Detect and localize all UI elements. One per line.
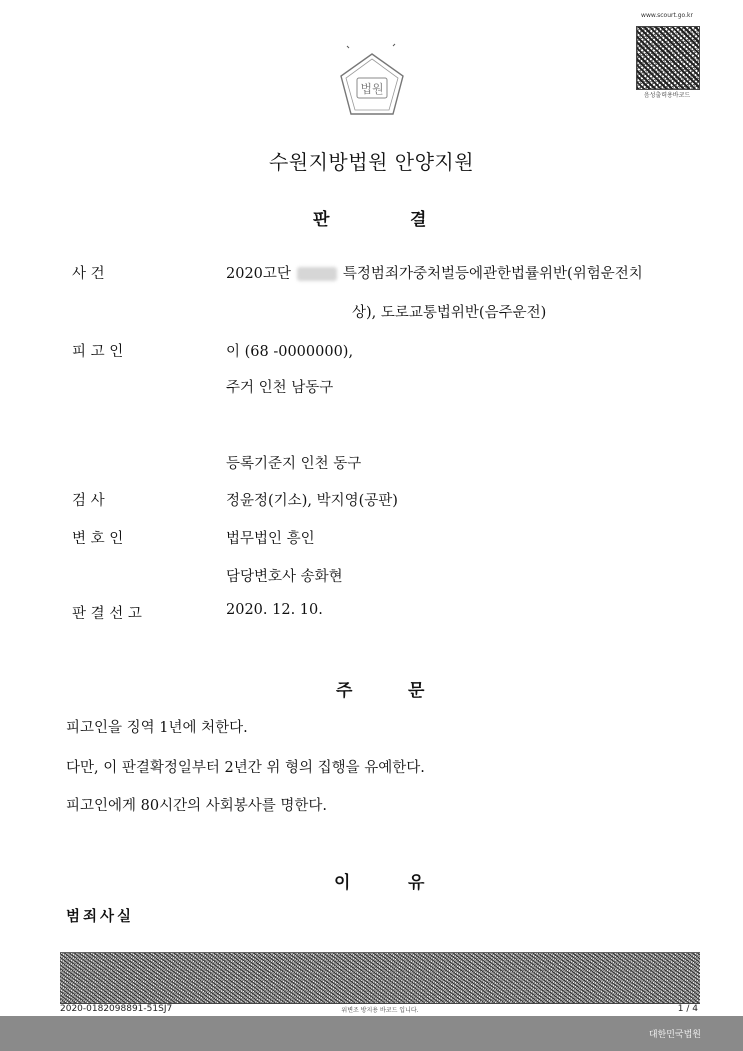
anti-forgery-barcode	[60, 952, 700, 1003]
counsel-label: 변 호 인	[72, 531, 124, 547]
case-label: 사 건	[72, 266, 105, 282]
page-number: 1 / 4	[677, 1004, 698, 1014]
qr-code	[636, 26, 700, 90]
doc-title-right: 결	[410, 210, 427, 230]
counsel-firm: 법무법인 흥인	[226, 531, 315, 547]
court-name: 수원지방법원 안양지원	[268, 150, 475, 174]
ruling-line-2: 다만, 이 판결확정일부터 2년간 위 형의 집행을 유예한다.	[66, 760, 425, 776]
defendant-address: 주거 인천 남동구	[226, 380, 334, 396]
case-title-line1: 특정범죄가중처벌등에관한법률위반(위험운전치	[342, 266, 643, 282]
qr-url: www.scourt.go.kr	[641, 12, 693, 19]
case-number: 2020고단	[226, 266, 291, 282]
defendant-name: 이 (68 -0000000),	[226, 344, 354, 360]
court-seal-icon	[333, 40, 411, 130]
defendant-label: 피 고 인	[72, 344, 124, 360]
ruling-title-left: 주	[336, 681, 353, 701]
qr-caption: 음성출력용바코드	[643, 92, 691, 99]
doc-title-left: 판	[313, 210, 330, 230]
prosecutor-label: 검 사	[72, 493, 105, 509]
defendant-registry: 등록기준지 인천 동구	[226, 456, 362, 472]
reason-title-left: 이	[334, 873, 351, 893]
seal-text: 법원	[360, 82, 384, 96]
case-title-line2: 상), 도로교통법위반(음주운전)	[352, 305, 547, 321]
brand-label: 대한민국법원	[648, 1030, 701, 1040]
footer-brand-bar	[0, 1016, 743, 1051]
ruling-title-right: 문	[408, 681, 425, 701]
counsel-lawyer: 담당변호사 송화현	[226, 569, 343, 585]
case-line1	[226, 262, 643, 283]
document-code: 2020-0182098891-51SJ7	[60, 1004, 173, 1014]
ruling-line-3: 피고인에게 80시간의 사회봉사를 명한다.	[66, 798, 327, 814]
facts-heading: 범죄사실	[66, 909, 135, 925]
redacted-case-no	[297, 267, 337, 281]
verdict-date-value: 2020. 12. 10.	[226, 602, 323, 618]
anti-forgery-note: 위변조 방지용 바코드 입니다.	[341, 1007, 419, 1014]
reason-title-right: 유	[408, 873, 425, 893]
ruling-line-1: 피고인을 징역 1년에 처한다.	[66, 720, 248, 736]
verdict-date-label: 판 결 선 고	[72, 606, 142, 622]
prosecutor-value: 정윤정(기소), 박지영(공판)	[226, 493, 398, 509]
